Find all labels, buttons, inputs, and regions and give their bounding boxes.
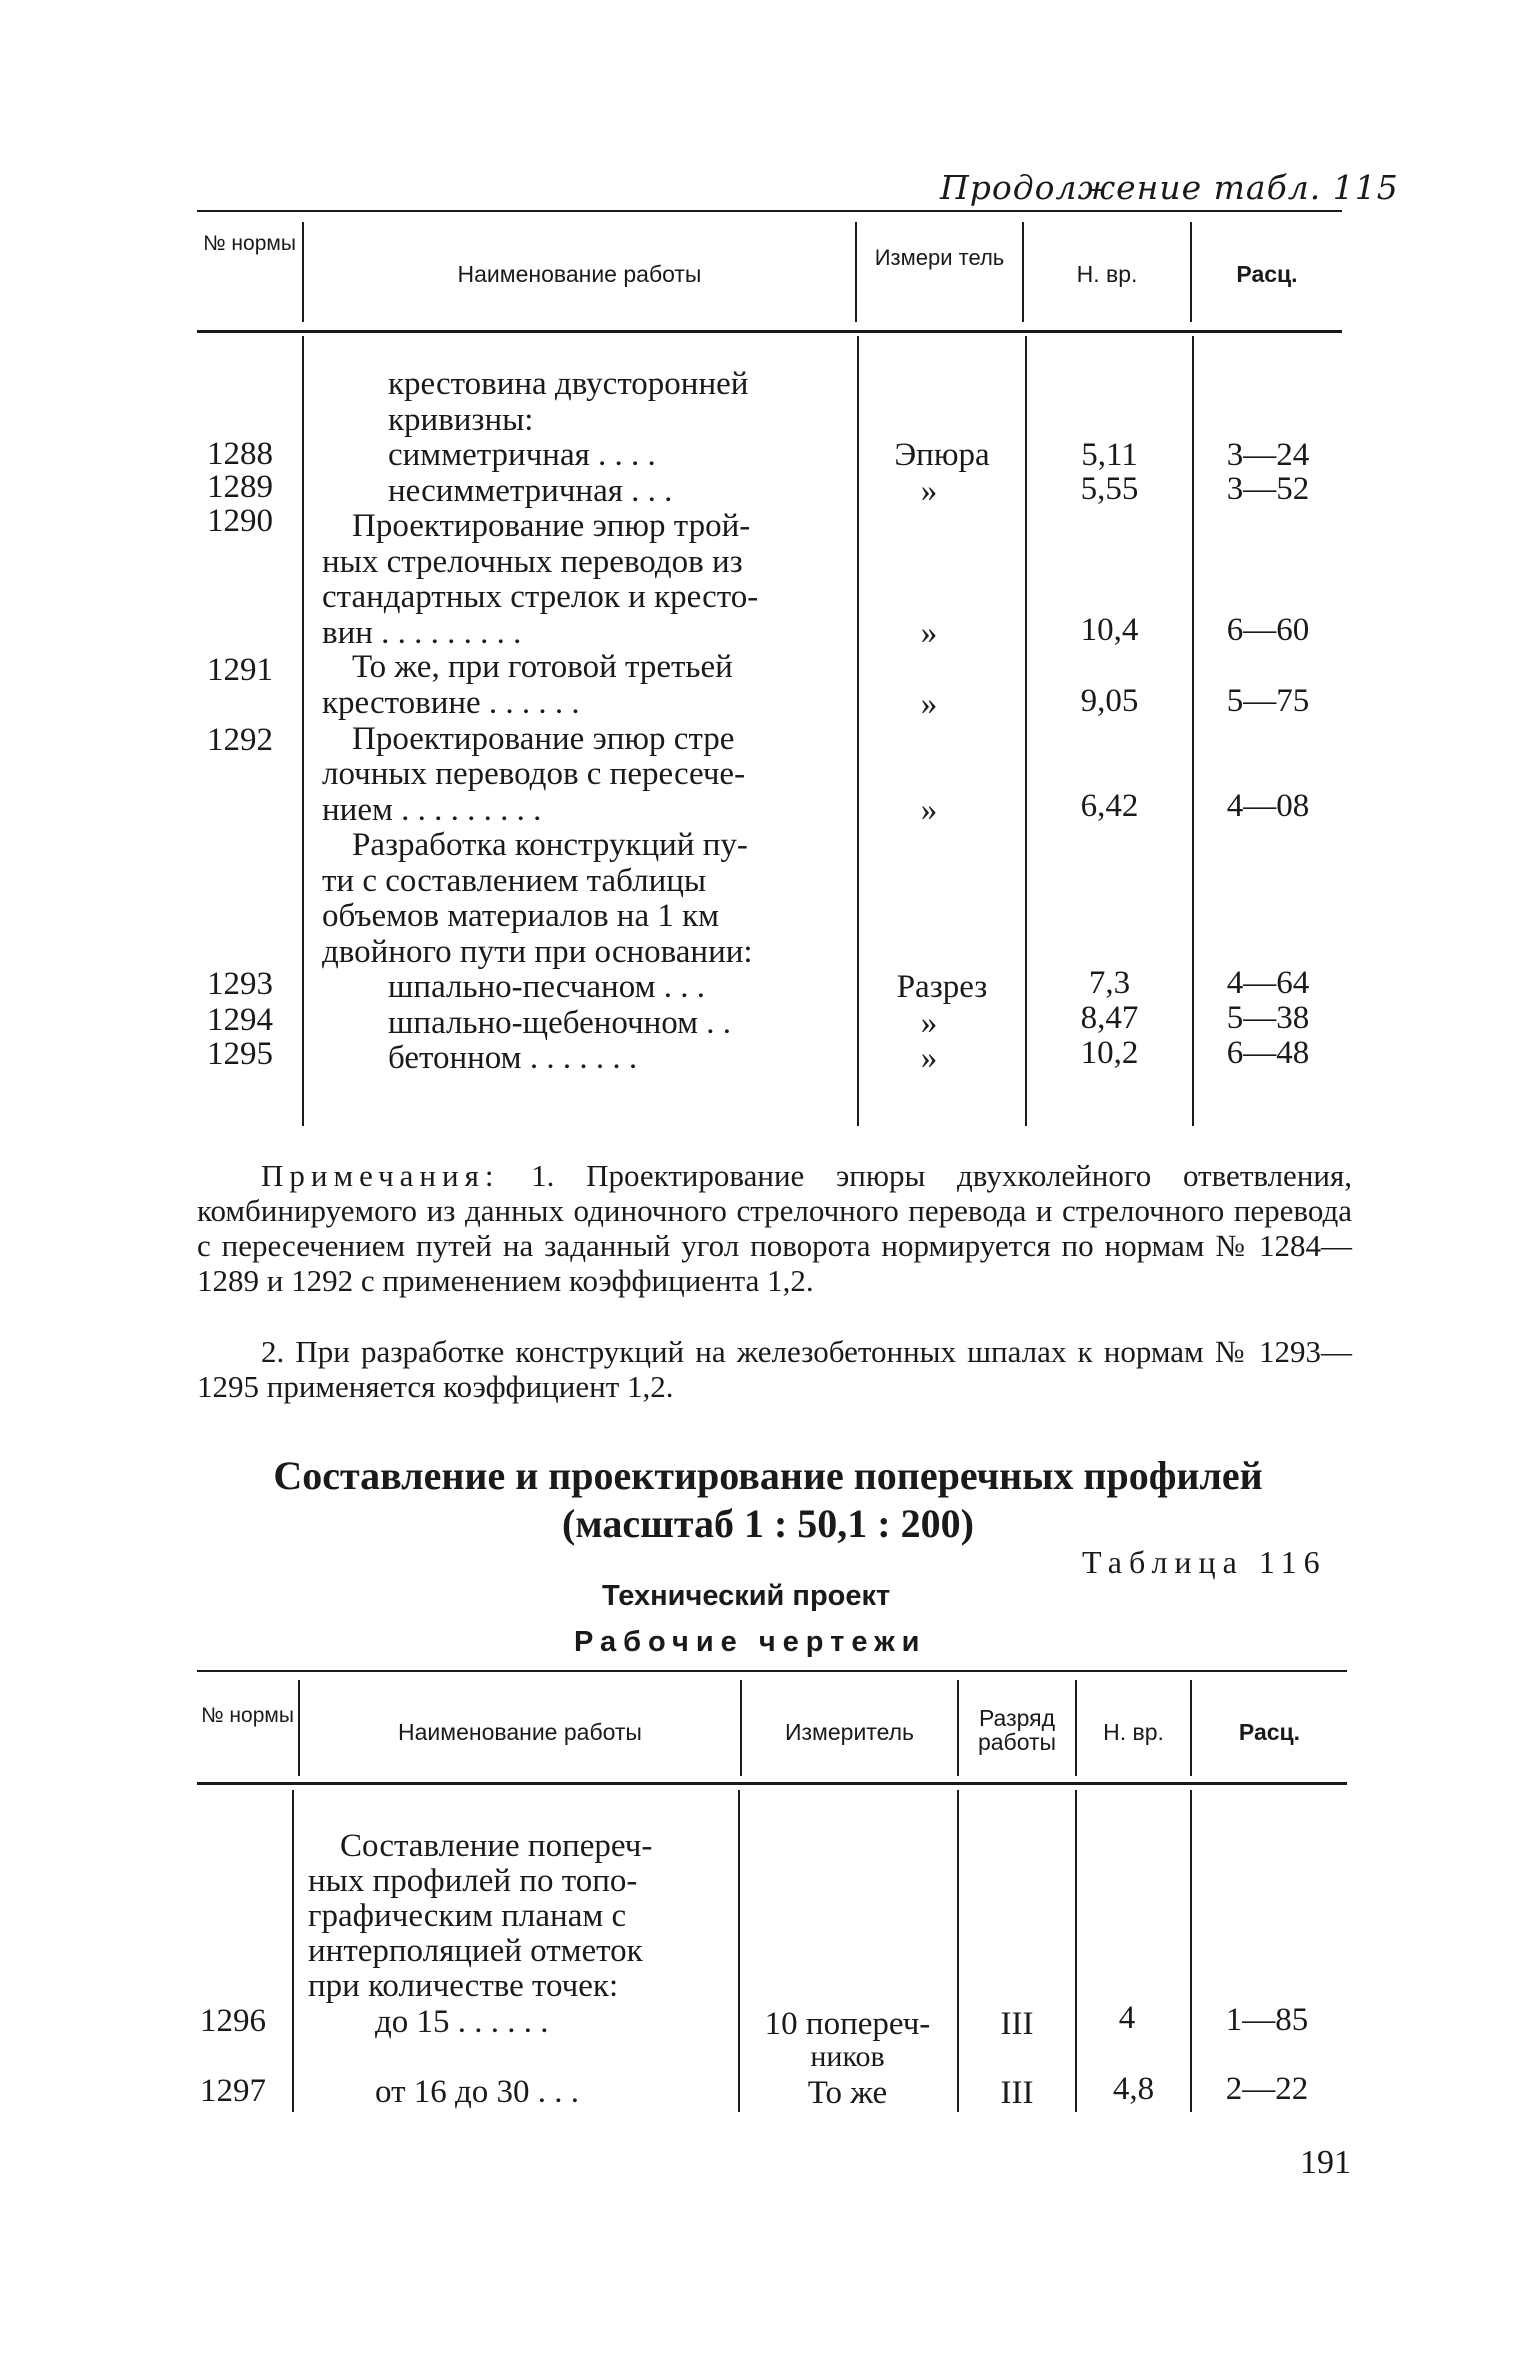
norm-number: 1291	[207, 652, 273, 688]
time-cell: 7,3	[1088, 965, 1131, 1001]
time-cell: 4,8	[1112, 2071, 1155, 2107]
rate-cell: 5—38	[1226, 1000, 1310, 1036]
time-cell: 4	[1118, 2000, 1136, 2036]
work-name-line: ных профилей по топо-	[308, 1863, 638, 1899]
work-name-line: от 16 до 30 . . .	[375, 2074, 580, 2110]
unit-cell: »	[920, 686, 938, 722]
norm-number: 1295	[207, 1036, 273, 1072]
rate-cell: 4—08	[1226, 788, 1310, 824]
header-unit: Измери тель	[874, 245, 1005, 270]
subtitle-technical-project: Технический проект	[602, 1580, 891, 1612]
work-name-line: при количестве точек:	[308, 1968, 619, 2004]
work-name-line: двойного пути при основании:	[322, 934, 753, 970]
norm-number: 1293	[207, 966, 273, 1002]
unit-cell: Эпюра	[894, 437, 990, 473]
col-divider	[292, 1790, 294, 2112]
col-divider	[855, 222, 857, 322]
table-header-rule	[197, 330, 1342, 333]
header-time: Н. вр.	[1076, 261, 1138, 287]
unit-cell-continued: ников	[810, 2040, 885, 2073]
header-unit: Измеритель	[784, 1719, 915, 1745]
work-name-line: Проектирование эпюр трой-	[352, 508, 751, 544]
work-name-line: интерполяцией отметок	[308, 1933, 643, 1969]
table-116-label: Таблица 116	[1082, 1544, 1327, 1580]
work-name-line: крестовине . . . . . .	[322, 685, 580, 721]
header-rate: Расц.	[1238, 1719, 1301, 1745]
header-norm-number: № нормы	[203, 232, 296, 255]
rate-cell: 3—52	[1226, 471, 1310, 507]
work-name-line: нием . . . . . . . . .	[322, 792, 542, 828]
work-name-line: крестовина двусторонней	[388, 366, 749, 402]
work-name-line: шпально-щебеночном . .	[388, 1005, 732, 1041]
unit-cell: »	[920, 792, 938, 828]
norm-number: 1292	[207, 722, 273, 758]
unit-cell: То же	[807, 2075, 888, 2111]
section-title-line2: (масштаб 1 : 50,1 : 200)	[562, 1501, 974, 1546]
page-number: 191	[1300, 2144, 1351, 2181]
work-name-line: Проектирование эпюр стре	[352, 721, 735, 757]
time-cell: 9,05	[1080, 683, 1139, 719]
work-name-line: Составление попереч-	[340, 1828, 653, 1864]
header-work-name: Наименование работы	[398, 1719, 642, 1745]
grade-cell: III	[1000, 2006, 1034, 2042]
continuation-caption: Продолжение табл. 115	[940, 168, 1399, 207]
time-cell: 10,2	[1080, 1035, 1139, 1071]
col-divider	[1075, 1790, 1077, 2112]
col-divider	[302, 336, 304, 1126]
work-name-line: симметричная . . . .	[388, 437, 656, 473]
unit-cell: Разрез	[896, 969, 988, 1005]
grade-cell: III	[1000, 2075, 1034, 2111]
rate-cell: 5—75	[1226, 683, 1310, 719]
section-title-line1: Составление и проектирование поперечных профилей	[273, 1453, 1263, 1498]
header-time: Н. вр.	[1103, 1719, 1164, 1745]
work-name-line: до 15 . . . . . .	[375, 2004, 549, 2040]
rate-cell: 1—85	[1225, 2002, 1309, 2038]
notes-label: Примечания:	[261, 1158, 500, 1193]
work-name-line: несимметричная . . .	[388, 473, 673, 509]
work-name-line: ти с составлением таблицы	[322, 863, 707, 899]
work-name-line: шпально-песчаном . . .	[388, 969, 705, 1005]
norm-number: 1290	[207, 503, 273, 539]
norm-number: 1294	[207, 1002, 273, 1038]
norm-number: 1289	[207, 469, 273, 505]
time-cell: 5,55	[1080, 471, 1139, 507]
unit-cell: 10 попереч-	[764, 2006, 931, 2042]
work-name-line: объемов материалов на 1 км	[322, 898, 720, 934]
work-name-line: лочных переводов с пересече-	[322, 756, 746, 792]
header-work-name: Наименование работы	[457, 261, 702, 287]
rate-cell: 2—22	[1225, 2071, 1309, 2107]
time-cell: 5,11	[1081, 437, 1138, 473]
unit-cell: »	[920, 615, 938, 651]
unit-cell: »	[920, 1040, 938, 1076]
work-name-line: Разработка конструкций пу-	[352, 827, 748, 863]
table-top-rule	[197, 210, 1342, 212]
note-2: 2. При разработке конструкций на железобетонных шпалах к нормам № 1293—1295 применяется коэффициент 1,2.	[197, 1334, 1352, 1404]
unit-cell: »	[920, 1005, 938, 1041]
rate-cell: 6—48	[1226, 1035, 1310, 1071]
header-norm-number: № нормы	[201, 1704, 294, 1727]
unit-cell: »	[920, 473, 938, 509]
rate-cell: 6—60	[1226, 612, 1310, 648]
work-name-line: бетонном . . . . . . .	[388, 1040, 638, 1076]
note-1	[197, 1158, 1352, 1298]
note-1-text: 1. Проектирование эпюры двухколейного ответвления, комбинируемого из данных одиночного стрелочного перевода и стрелочного перевода с пересечением путей на заданный угол поворота нормируется по нормам № 1284—1289 и 1292 с применением коэффициента 1,2.	[197, 1158, 1353, 1298]
col-divider	[957, 1790, 959, 2112]
work-name-line: То же, при готовой третьей	[352, 649, 733, 685]
norm-number: 1296	[200, 2003, 266, 2039]
subtitle-working-drawings: Рабочие чертежи	[574, 1626, 927, 1658]
work-name-line: вин . . . . . . . . .	[322, 615, 522, 651]
work-name-line: графическим планам с	[308, 1898, 627, 1934]
col-divider	[1190, 1790, 1192, 2112]
norm-number: 1288	[207, 436, 273, 472]
header-rate: Расц.	[1236, 261, 1298, 287]
norm-number: 1297	[200, 2073, 266, 2109]
rate-cell: 4—64	[1226, 965, 1310, 1001]
rate-cell: 3—24	[1226, 437, 1310, 473]
time-cell: 8,47	[1080, 1000, 1139, 1036]
time-cell: 6,42	[1080, 788, 1139, 824]
work-name-line: стандартных стрелок и кресто-	[322, 579, 759, 615]
work-name-line: кривизны:	[388, 402, 534, 438]
table-header-rule	[197, 1782, 1347, 1785]
header-grade: Разряд работы	[977, 1705, 1057, 1755]
time-cell: 10,4	[1080, 612, 1139, 648]
work-name-line: ных стрелочных переводов из	[322, 544, 743, 580]
table-top-rule	[197, 1670, 1347, 1672]
